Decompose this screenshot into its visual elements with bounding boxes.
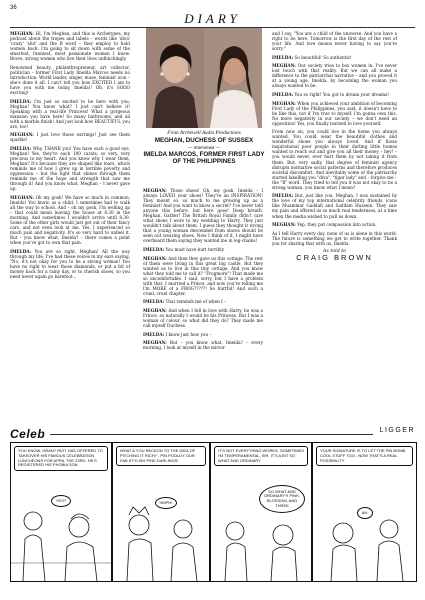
paragraph-text: As I tell Harry every day, none of us is alone in this world. The future is something we get to write together. Thank you for sharing that with us, Imelda. — [272, 230, 397, 246]
panel-1-speech: YOU KNOW, GRAN? RIOT HAS OFFERED TO TAKEOVER HIS FAMOUS CELEBRATION LUNCHEONS FOR APRIL THE 23RD- HE'S REGISTERED HIS PHOBIA SON — [14, 446, 108, 471]
paragraph — [143, 247, 263, 252]
paragraph — [10, 65, 130, 95]
speaker-name: IMELDA: — [143, 247, 165, 253]
comic-panel-2 — [112, 442, 210, 582]
panel-4-speech: YOUR SIGNATURE IS TO LET THE PIN BOMB COOL STUFF TOO.. NOW THAT'S A REAL POSSIBILITY — [316, 446, 413, 466]
speaker-name: MEGHAN: — [143, 255, 167, 261]
speaker-name: IMELDA: — [143, 331, 165, 337]
interview-caption — [143, 130, 265, 165]
paragraph-text: You are so right, Meghan! All the way through my life, I've had these voices in my ears saying, "No, it's not okay for you to be a strong woman! You have no right to wear those diamonds, or put a bit of money back for a rainy day, or to cherish shoes, so you need never again go barefoot... — [10, 248, 130, 280]
paragraph-text: Hi, I'm Meghan, and this is Archetypes, my podcast about the tropes and labels – words like 'diva' 'crazy' 'slut' and the B word – they employ to hold women back. I'm going to sit down with some of the smartest, funniest, most passionate women I know. Brave, strong women who live their lives unflinchingly. — [10, 31, 130, 62]
paragraph — [272, 55, 397, 60]
paragraph — [143, 308, 263, 328]
speaker-name: IMELDA: — [10, 98, 32, 104]
paragraph — [272, 31, 397, 51]
paragraph — [143, 340, 263, 350]
speaker-name: IMELDA: — [272, 54, 294, 60]
paragraph — [10, 249, 130, 279]
byline — [272, 249, 397, 263]
speaker-name: IMELDA: — [272, 91, 294, 97]
paragraph-text: When you achieved your ambition of becoming First Lady of the Philippines, you said, it doesn't have to be like this, not if I'm true to myself. I'm gonna own this. No more negativity in our society – we don't need an opposition! Yes, you finally learned to love yourself. — [272, 100, 397, 126]
paragraph-text: You so right! You got to dream your dreams! — [293, 91, 389, 97]
speaker-name: IMELDA: — [10, 248, 32, 254]
speaker-name: MEGHAN: — [272, 222, 296, 228]
comic-rule — [50, 434, 373, 435]
speaker-name: MEGHAN: — [143, 188, 167, 193]
paragraph-text: Renowned beauty, philanthropreneur, art collector, politician – former First Lady Imelda Marcos needs no introduction. World leader, singer, muse, feminist icon – she's done it all. I can't tell you how EXCITED I am to have you with me today, Imelda!! Oh, it's SOOO exciting! — [10, 64, 130, 96]
paragraph-text: So beautiful! So authentic! — [293, 54, 352, 60]
panel-2-speech: WHAT A YOU RECKON TO THE IDEA OF PITCHING IT RICH? - PIN POOLDY OUR FAB STYLISH PINK DARLINGS! — [116, 446, 206, 466]
speaker-name: IMELDA: — [143, 299, 165, 305]
paragraph-text: Why, THANK you! You have such a good eye, Meghan! Yes, they're each 100 carats, so very, very precious to my heart. And you know why I wear them, Meghan? It's because they are shaped like tears, which reminds me of how I grew up in terrible poverty and oppression – but the light that shines through them reminds me of the hope and strength that saw me through it! And you know what, Meghan – I never gave up. — [10, 145, 130, 192]
speaker-name: IMELDA: — [10, 145, 32, 151]
panel-4-bubble: AH. — [357, 507, 373, 519]
comic-panel-1 — [10, 442, 112, 582]
comic-artist: LIGGER — [379, 427, 415, 434]
speaker-name: MEGHAN: — [10, 132, 34, 138]
speaker-name: MEGHAN: — [143, 340, 167, 346]
paragraph — [10, 99, 130, 129]
speaker-name: IMELDA: — [272, 193, 294, 199]
paragraph — [272, 129, 397, 190]
page-number: 36 — [10, 5, 17, 11]
paragraph — [10, 195, 130, 245]
portrait-photo — [146, 28, 262, 128]
speaker-name: MEGHAN: — [10, 31, 34, 36]
section-title: DIARY — [184, 11, 241, 26]
paragraph-text: I'm just so excited to be here with you, Meghan! You know what? I just can't believe it! Speaking with a real-life Princess! What a gorgeous mansion you have here! So many bathrooms, and all with a marble finish! And just look how BEAUTIFUL you are, too! — [10, 98, 130, 129]
panel-3-drawing — [211, 443, 311, 581]
paragraph — [272, 63, 397, 88]
speaker-name: MEGHAN: — [10, 194, 34, 200]
comic-panel-4 — [312, 442, 417, 582]
caption-headline: MEGHAN, DUCHESS OF SUSSEX — [154, 137, 254, 144]
paragraph — [143, 188, 263, 244]
paragraph — [272, 92, 397, 97]
panel-3-speech: IT'S NOT EVERYTHING WORKS. SOMETIMES I'M TEMPERAMENTAL, SIR, IT'S A BIT SO WHAT AND ORDINARY — [214, 446, 308, 466]
column-3-body — [272, 31, 397, 246]
panel-1-drawing — [11, 443, 111, 581]
comic-header — [10, 427, 415, 441]
paragraph — [272, 231, 397, 246]
paragraph-text: But, just like you, Meghan, I was sustained by the love of my top international celebrity friends, icons like Muammar Gaddafi and Saddam Hussein. They saw my pain and offered us so much real tenderness, at a time when the media wished to pull us down. — [272, 193, 397, 219]
paragraph-text: From now on, you could live in the home you always wanted. You could wear the beautiful clothes and wonderful shoes you always loved. And if those inspirational poor people in their darling little homes wanted to reach out and give you all their money – hey! – you would never, ever hurt them by not taking it from them. But, very sadly, that degree of feminist agency disrupts normative social patterns and therefore produces societal discomfort. And inevitably some of the patriarchy started labelling you "diva", "tiger lady" and – forgive me – the "B" word. They tried to tell you it was not okay to be a strong woman, you know what I mean? — [272, 129, 397, 190]
paragraph-text: Those shoes! Oh, my gosh, Imelda – I always LOVED your shoes! They're an INSPIRATION! They meant so, so much to me growing up as a feminist! And you want to know a secret? I've never told anyone this before, but here goes! Deep breath, Meghan. Gather! The British Royal Family didn't care what shoes I wore to my wedding to Harry. They just wouldn't talk about them. I guess they thought it wrong that a young woman descended from slaves should be seen out wearing shoes. Now I think of it, I might have overheard them saying they wanted me in leg-chains! — [143, 188, 263, 244]
comic-brand: Celeb — [10, 427, 46, 441]
paragraph-text: and I say, "You are a child of the universe. And you have a right to be here. Tomorrow is the first day of the rest of your life. And love means never having to say you're sorry." — [272, 31, 397, 52]
panel-1-bubble: YES? — [51, 495, 71, 507]
paragraph-text: You must have hurt terribly. — [164, 247, 225, 253]
paragraph-text: Our society tries to box women in. I've never lost touch with that reality. But we can all make a difference to the patriarchal narrative – and you proved it at a young age, Imelda, by becoming the woman you always wanted to be. — [272, 63, 397, 89]
byline-as-told: As told to — [322, 249, 347, 255]
paragraph — [143, 299, 263, 304]
byline-name: CRAIG BROWN — [296, 253, 373, 263]
speaker-name: MEGHAN: — [272, 100, 296, 106]
speaker-name: MEGHAN: — [272, 63, 296, 69]
paragraph-text: Yep, they put compassion into action. — [295, 222, 377, 228]
panel-2-bubble: HMPH! — [155, 497, 177, 509]
comic-panel-3 — [210, 442, 312, 582]
panel-3-bubble: SO WHAT AND ORDINARY?! PINK, BLOSSOM, AND THREE — [259, 485, 305, 513]
caption-credit: From Archewell Audio Productions — [167, 130, 241, 136]
portrait-illustration — [146, 28, 262, 128]
paragraph — [10, 146, 130, 191]
paragraph — [272, 193, 397, 218]
paragraph-text: And then they gave us this cottage. The rest of them were living in this great big castle. But they wanted us to live in this tiny cottage. And you know what they told me to call it? "Frogmore"! That made me so uncomfortable. I said, sorry, but I have a problem with that. I married a Prince, and now you're telling me I'm MORE of a FROG?????! So hurtful! And such a cruel, cruel chapter. — [143, 255, 263, 296]
paragraph — [272, 101, 397, 126]
paragraph-text: I know just how you – — [164, 331, 212, 337]
paragraph-text: That reminds me of when I – — [164, 299, 227, 305]
column-1 — [10, 31, 130, 283]
paragraph — [10, 31, 130, 61]
column-2 — [143, 188, 263, 354]
paragraph — [143, 256, 263, 296]
panel-2-drawing — [113, 443, 209, 581]
paragraph — [143, 332, 263, 337]
paragraph-text: And when I fell in love with Harry, he was a Prince, so naturally I would be his Princess. But I was a woman of colour, so what did they do? They made me call myself Duchess. — [143, 307, 263, 329]
paragraph-text: But – you know what, Imelda? – every morning, I look at myself in the mirror — [143, 340, 263, 351]
paragraph — [272, 222, 397, 227]
paragraph — [10, 132, 130, 142]
caption-headline-2: IMELDA MARCOS, FORMER FIRST LADY OF THE PHILIPPINES — [143, 151, 265, 165]
paragraph-text: I just love those earrings! Just see them sparkle! — [10, 132, 130, 143]
paragraph-text: Oh my gosh! We have so much in common, Imelda! You know, as a child, I sometimes had to walk all the way to school. And – oh my gosh, I'm welling up – that could mean leaving the house at 8.20 in the morning. And sometimes I wouldn't arrive until 8.30. Some of the other girls would just get out of their fancy cars, and not even look at me. Yes, I experienced so much pain and negativity. It's so very hard to unfeel it. But – you know what, Imelda? – there comes a point when you've got to own that pain. — [10, 194, 130, 246]
column-3 — [272, 31, 397, 263]
caption-subheading: — Interviews — — [187, 145, 221, 150]
speaker-name: MEGHAN: — [143, 307, 167, 313]
